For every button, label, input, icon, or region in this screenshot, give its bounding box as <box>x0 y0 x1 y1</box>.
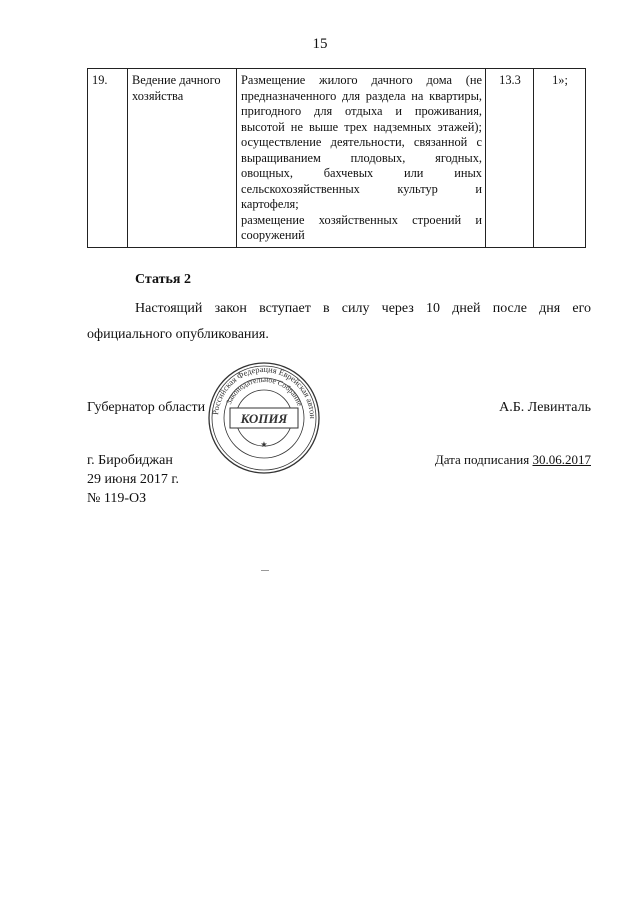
signing-date <box>435 452 591 468</box>
description-line: овощных, бахчевых или иных <box>241 166 482 180</box>
description-line: сельскохозяйственных культур и <box>241 181 482 196</box>
signatory-title: Губернатор области <box>87 400 206 415</box>
row-number: 19. <box>88 69 128 248</box>
description-line: размещение хозяйственных строений и <box>241 212 482 227</box>
description-line: Размещение жилого дачного дома (не <box>241 73 482 87</box>
article-title: Статья 2 <box>135 272 191 287</box>
description-line: пригодного для отдыха и проживания, <box>241 104 482 118</box>
seal-star-icon: ★ <box>260 440 268 449</box>
scan-mark <box>261 570 269 571</box>
classifier-code: 13.3 <box>486 69 534 248</box>
seal-ring-text: Российская Федерация Еврейская автон <box>211 364 318 419</box>
place-of-signing: г. Биробиджан <box>87 453 173 468</box>
signing-date-value: 30.06.2017 <box>532 452 591 467</box>
land-use-description <box>237 69 486 248</box>
description-line: сооружений <box>241 228 305 242</box>
land-use-name: Ведение дачного хозяйства <box>128 69 237 248</box>
description-line: предназначенного для раздела на квартиры, <box>241 88 482 103</box>
table-value: 1»; <box>534 69 586 248</box>
article-text: Настоящий закон вступает в силу через 10 дней после дня его официального опубликования. <box>87 301 591 342</box>
signing-date-label: Дата подписания <box>434 452 530 467</box>
seal-center-text: КОПИЯ <box>240 411 288 426</box>
description-line: высотой не выше трех надземных этажей); <box>241 119 482 134</box>
seal-inner-text: Законодательное Собрание <box>224 374 305 408</box>
signatory-name: А.Б. Левинталь <box>499 400 591 415</box>
land-use-table <box>87 68 586 248</box>
page-number: 15 <box>312 36 328 52</box>
description-line: картофеля; <box>241 197 299 211</box>
official-seal <box>196 353 332 483</box>
description-line: выращиванием плодовых, ягодных, <box>241 150 482 165</box>
table-row <box>88 69 586 248</box>
description-line: осуществление деятельности, связанной с <box>241 135 482 149</box>
law-number: № 119-ОЗ <box>87 491 147 506</box>
law-date: 29 июня 2017 г. <box>87 472 180 487</box>
